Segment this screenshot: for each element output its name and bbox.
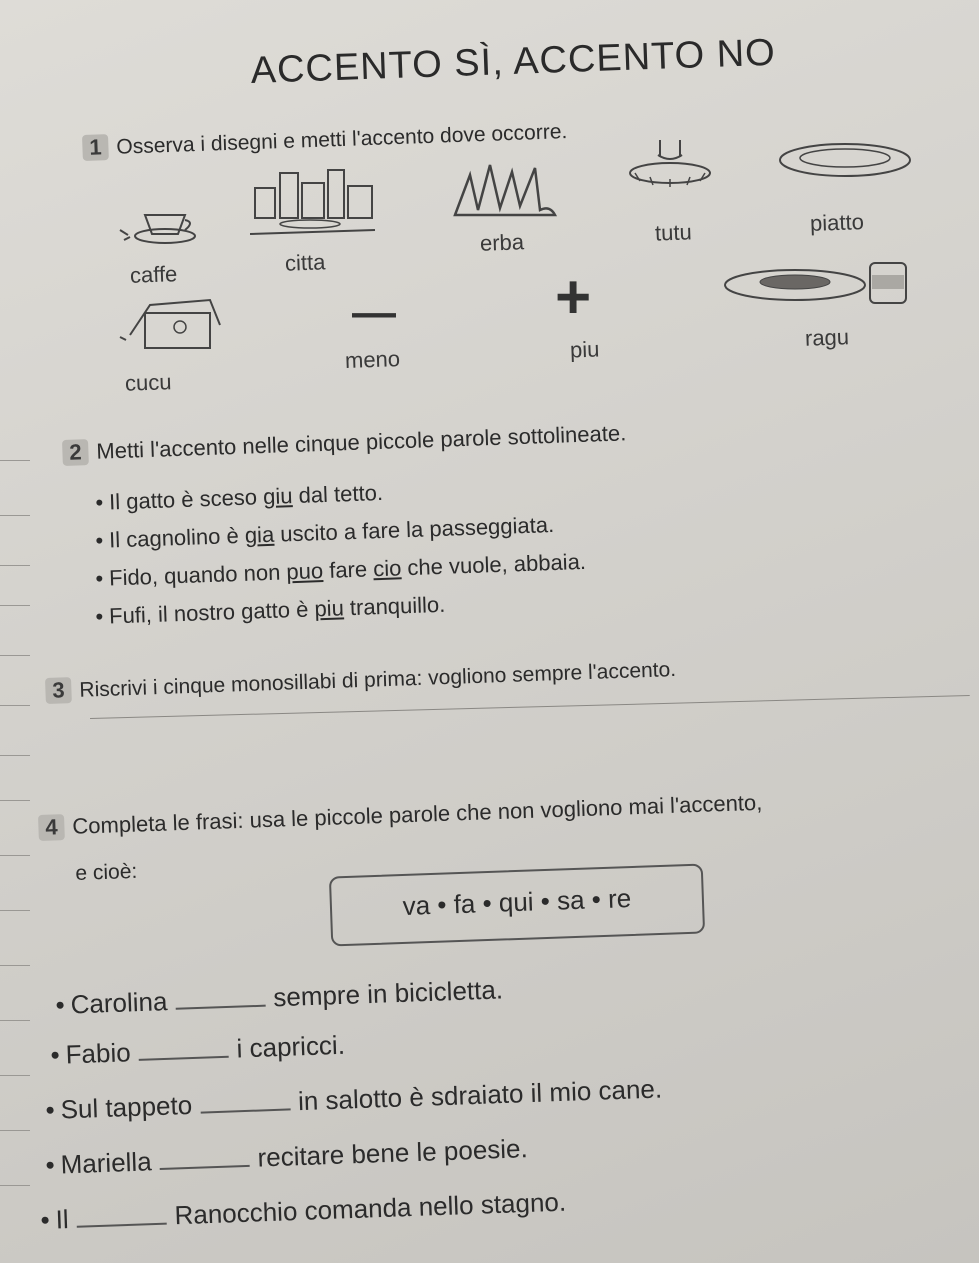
exercise-4-instruction-cont: e cioè: xyxy=(75,859,138,885)
bullet: • xyxy=(95,565,104,591)
margin-line xyxy=(0,565,30,566)
exercise-4-number: 4 xyxy=(38,814,65,841)
exercise-3-text: Riscrivi i cinque monosillabi di prima: vogliono sempre l'accento. xyxy=(79,657,677,702)
word-erba: erba xyxy=(479,229,525,256)
word-caffe: caffe xyxy=(129,261,178,288)
word-piu: piu xyxy=(569,336,600,363)
blank-field[interactable] xyxy=(200,1108,290,1113)
exercise-1-instruction xyxy=(82,118,568,161)
exercise-2-sentence-4: • Fufi, il nostro gatto è piu tranquillo. xyxy=(95,591,446,629)
exercise-4-text: Completa le frasi: usa le piccole parole che non vogliono mai l'accento, xyxy=(71,789,763,839)
margin-line xyxy=(0,1130,30,1131)
exercise-4-instruction xyxy=(38,790,763,841)
blank-field[interactable] xyxy=(160,1165,250,1170)
minus-sign: — xyxy=(352,288,396,337)
grass-icon xyxy=(450,160,560,220)
word-citta: citta xyxy=(284,249,326,276)
exercise-2-text: Metti l'accento nelle cinque piccole parole sottolineate. xyxy=(95,420,627,464)
margin-line xyxy=(0,965,30,966)
margin-line xyxy=(0,800,30,801)
underlined-word: piu xyxy=(314,595,345,622)
blank-field[interactable] xyxy=(176,1005,266,1010)
exercise-4-sentence-2: • Fabio i capricci. xyxy=(50,1029,346,1070)
coffee-cup-icon xyxy=(110,200,200,250)
margin-line xyxy=(0,705,30,706)
exercise-2-sentence-1: • Il gatto è sceso giu dal tetto. xyxy=(95,479,384,515)
ragu-icon xyxy=(720,255,910,310)
margin-line xyxy=(0,910,30,911)
underlined-word: giu xyxy=(262,483,293,510)
exercise-4-sentence-4: • Mariella recitare bene le poesie. xyxy=(45,1133,529,1180)
word-bank-box: va • fa • qui • sa • re xyxy=(329,863,705,946)
word-piatto: piatto xyxy=(809,209,865,236)
margin-line xyxy=(0,515,30,516)
bullet: • xyxy=(95,603,104,629)
margin-line xyxy=(0,1020,30,1021)
bullet: • xyxy=(50,1039,61,1070)
exercise-1-text: Osserva i disegni e metti l'accento dove occorre. xyxy=(116,120,568,159)
exercise-4-sentence-5: • Il Ranocchio comanda nello stagno. xyxy=(40,1186,567,1235)
exercise-2-sentence-3: • Fido, quando non puo fare cio che vuole, abbaia. xyxy=(95,548,587,591)
word-tutu: tutu xyxy=(654,219,693,246)
plus-sign: + xyxy=(555,263,592,332)
plate-icon xyxy=(775,135,915,185)
word-cucu: cucu xyxy=(124,369,172,396)
margin-line xyxy=(0,755,30,756)
margin-line xyxy=(0,1185,30,1186)
word-meno: meno xyxy=(344,346,401,373)
underlined-word: puo xyxy=(285,558,324,585)
bullet: • xyxy=(95,489,104,515)
exercise-3-instruction xyxy=(45,656,676,704)
bullet: • xyxy=(40,1204,51,1235)
cuckoo-clock-icon xyxy=(110,295,230,355)
margin-line xyxy=(0,460,30,461)
exercise-2-number: 2 xyxy=(62,439,89,466)
exercise-3-answer-line[interactable] xyxy=(90,695,970,719)
underlined-word: gia xyxy=(244,521,275,548)
tutu-icon xyxy=(620,135,720,195)
margin-line xyxy=(0,655,30,656)
page-title: ACCENTO SÌ, ACCENTO NO xyxy=(250,31,777,92)
blank-field[interactable] xyxy=(77,1223,167,1228)
exercise-4-sentence-3: • Sul tappeto in salotto è sdraiato il mio cane. xyxy=(45,1073,663,1125)
margin-line xyxy=(0,605,30,606)
exercise-4-sentence-1: • Carolina sempre in bicicletta. xyxy=(55,974,504,1020)
margin-line xyxy=(0,1075,30,1076)
underlined-word: cio xyxy=(372,555,402,582)
city-icon xyxy=(250,168,380,240)
bullet: • xyxy=(55,989,66,1020)
exercise-1-number: 1 xyxy=(82,134,109,161)
exercise-2-sentence-2: • Il cagnolino è gia uscito a fare la passeggiata. xyxy=(95,511,555,553)
bullet: • xyxy=(45,1094,56,1125)
bullet: • xyxy=(45,1149,56,1180)
margin-line xyxy=(0,855,30,856)
word-ragu: ragu xyxy=(804,324,850,351)
blank-field[interactable] xyxy=(139,1056,229,1061)
exercise-3-number: 3 xyxy=(45,677,72,704)
exercise-2-instruction xyxy=(62,420,627,466)
bullet: • xyxy=(95,527,104,553)
